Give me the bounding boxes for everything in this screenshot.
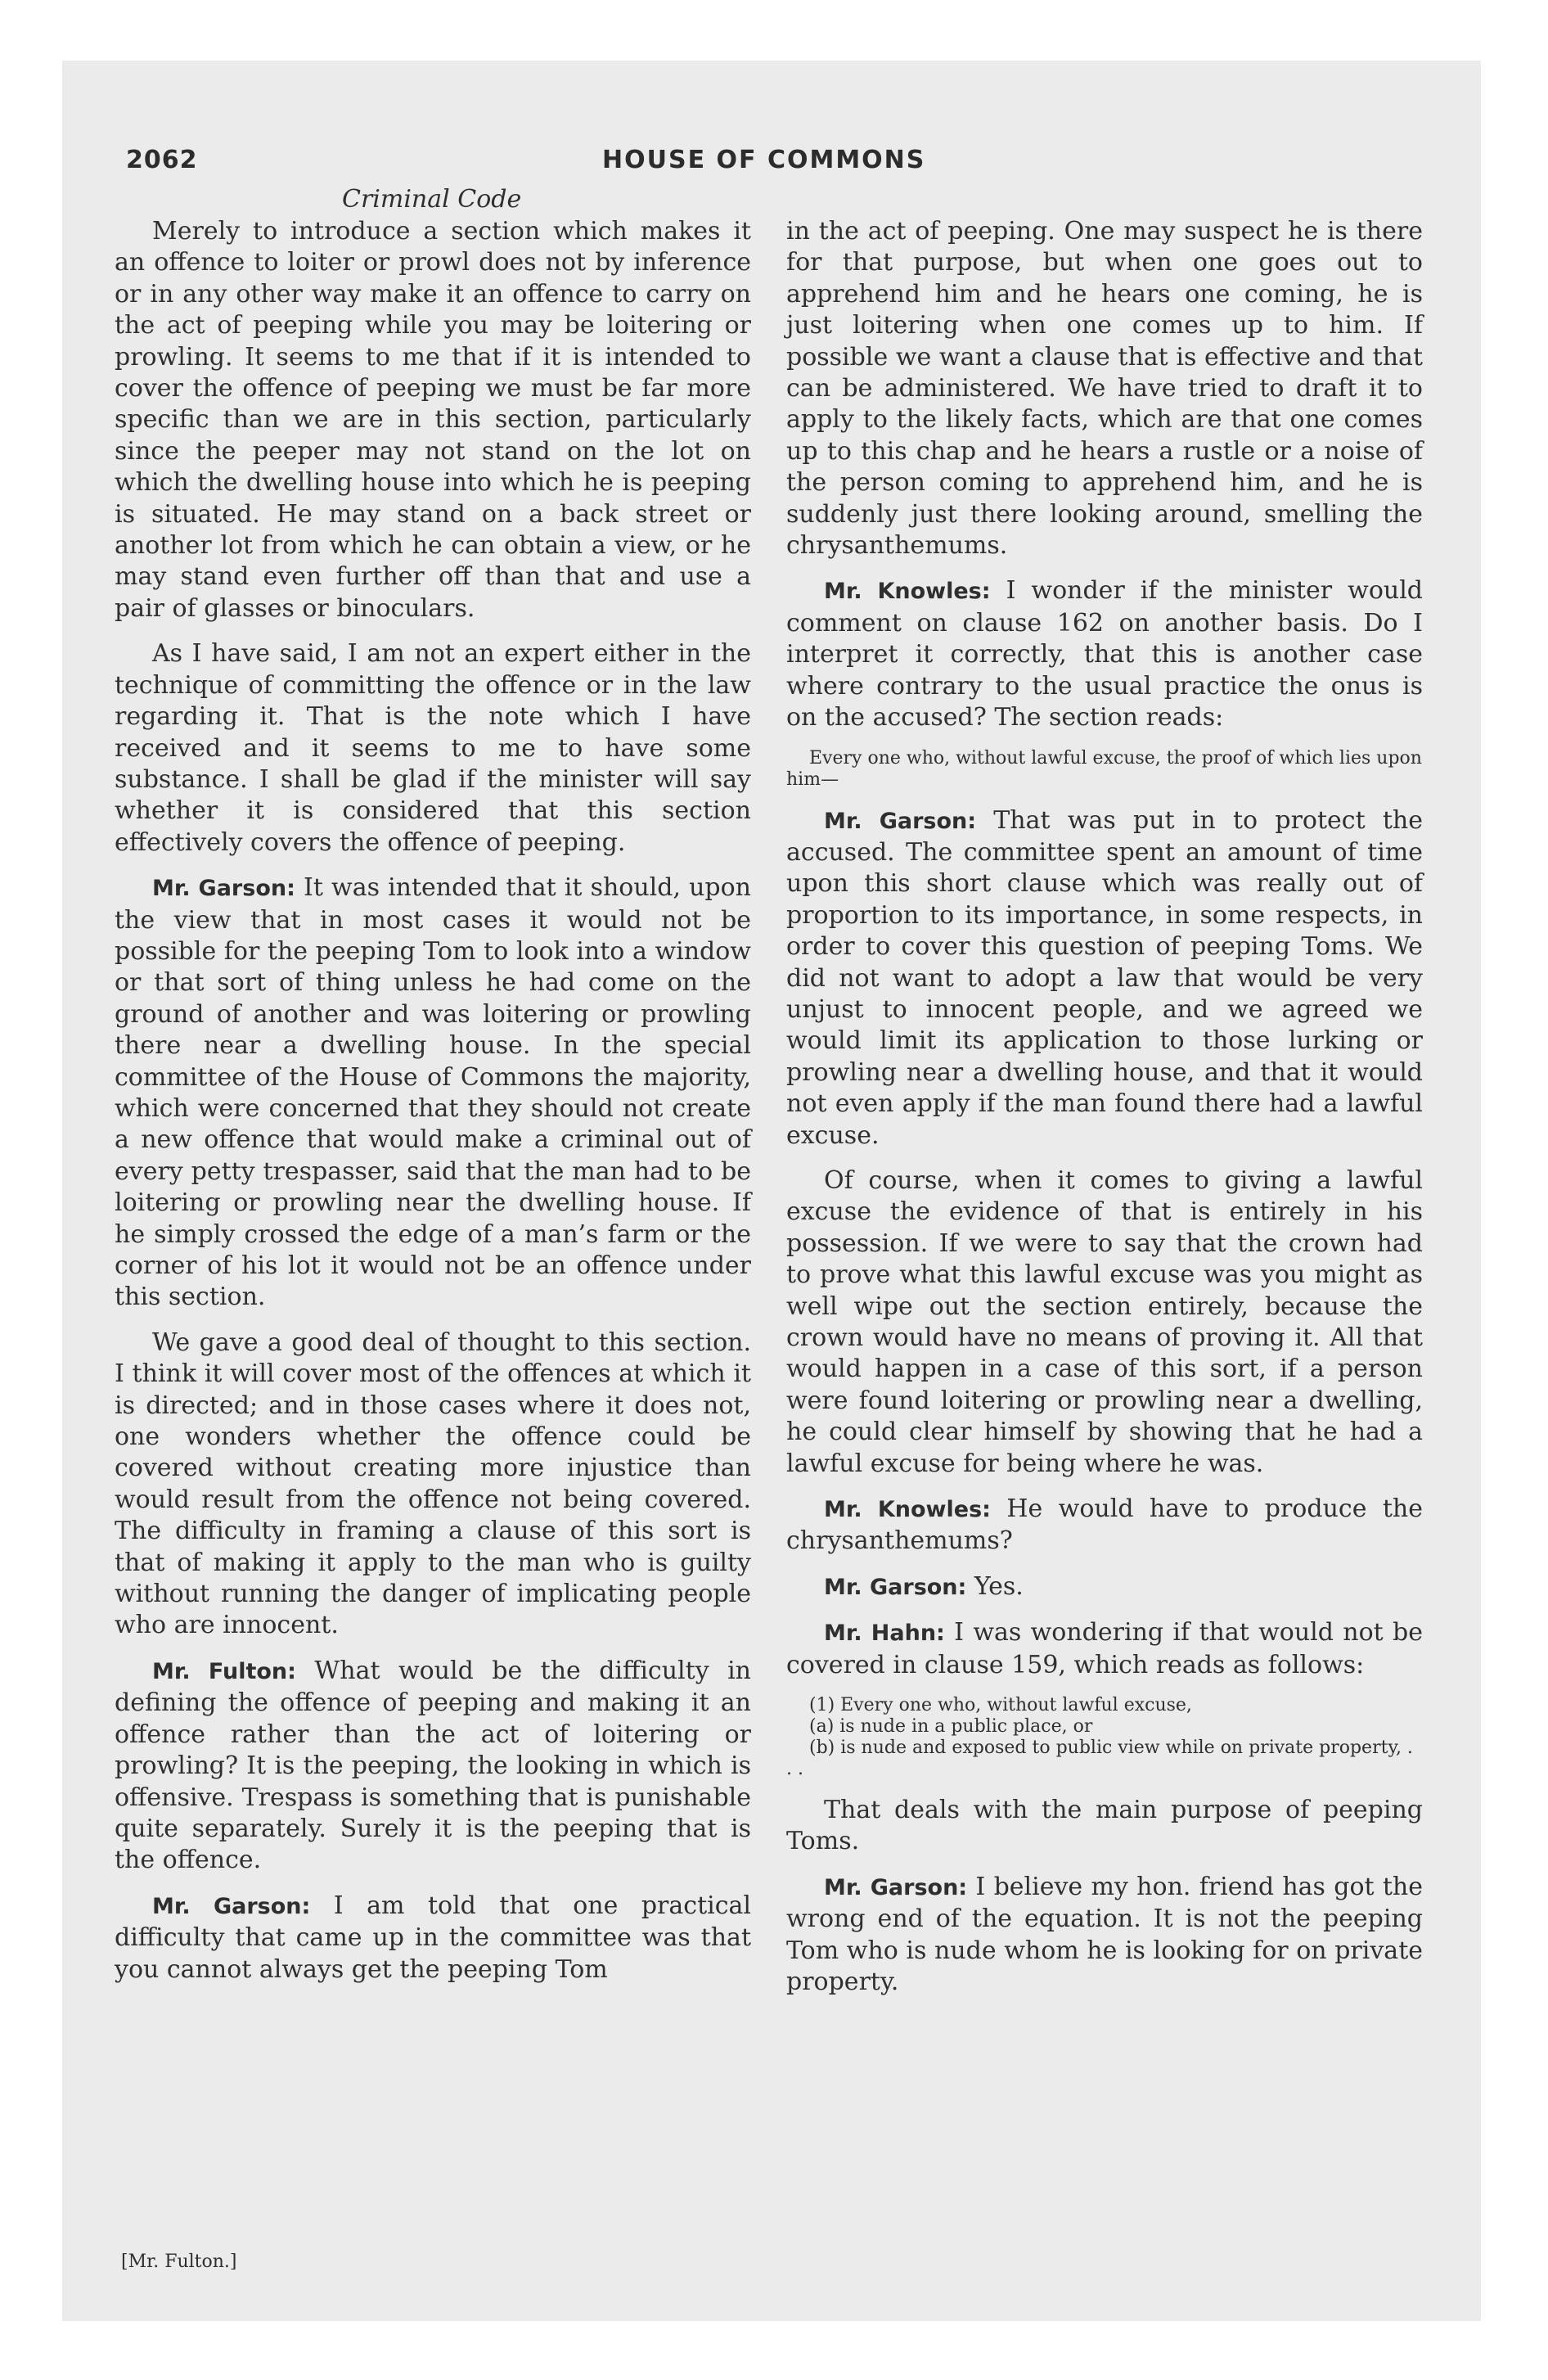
quote-line: (1) Every one who, without lawful excuse, — [809, 1695, 1192, 1716]
paragraph-text: I was wondering if that would not be covered in clause 159, which reads as follows: — [786, 1618, 1423, 1679]
speaker-name: Mr. Garson: — [824, 1574, 967, 1600]
footer-tag: [Mr. Fulton.] — [121, 2252, 237, 2272]
quote-line: (a) is nude in a public place, or — [809, 1716, 1093, 1738]
speech-paragraph — [115, 872, 751, 1314]
document-page — [62, 61, 1481, 2321]
speech-paragraph — [786, 575, 1423, 733]
paragraph — [115, 638, 751, 859]
paragraph-text: That deals with the main purpose of peeping Toms. — [786, 1796, 1423, 1856]
speech-paragraph — [115, 1891, 751, 1986]
speech-paragraph — [115, 1656, 751, 1877]
paragraph-text: He would have to produce the chrysanthemums? — [786, 1494, 1423, 1556]
paragraph — [786, 1795, 1423, 1858]
paragraph-text: in the act of peeping. One may suspect he is there for that purpose, but when one goes out to apprehend him and he hears one coming, he is just loitering when one comes up to him. If possible we want a clause that is effective and that can be administered. We have tried to draft it to apply to the likely facts, which are that one comes up to this chap and he hears a rustle or a noise of the person coming to apprehend him, and he is suddenly just there looking around, smelling the chrysanthemums. — [786, 217, 1423, 561]
quoted-clause — [786, 1695, 1423, 1780]
speech-paragraph — [786, 1494, 1423, 1557]
speech-paragraph — [786, 805, 1423, 1152]
paragraph-text: That was put in to protect the accused. The committee spent an amount of time upon this short clause which was really out of proportion to its importance, in some respects, in order to cover this question of peeping Toms. We did not want to adopt a law that would be very unjust to innocent people, and we agreed we would limit its application to those lurking or prowling near a dwelling house, and that it would not even apply if the man found there had a lawful excuse. — [786, 805, 1424, 1150]
speaker-name: Mr. Garson: — [152, 1893, 311, 1919]
paragraph — [115, 1327, 751, 1642]
paragraph-text: It was intended that it should, upon the view that in most cases it would not be possible for the peeping Tom to look into a window or that sort of thing unless he had come on the ground of another and was loitering or prowling there near a dwelling house. In the special committee of the House of Commons the majority, which were concerned that they should not create a new offence that would make a criminal out of every petty trespasser, said that the man had to be loitering or prowling near the dwelling house. If he simply crossed the edge of a man’s farm or the corner of his lot it would not be an offence under this section. — [115, 873, 752, 1312]
quote-line: (b) is nude and exposed to public view while on private property, . . . — [786, 1738, 1413, 1780]
page-sheet — [62, 61, 1481, 2321]
quote-line: Every one who, without lawful excuse, the proof of which lies upon him— — [786, 747, 1422, 790]
paragraph-text: I wonder if the minister would comment on clause 162 on another basis. Do I interpret it correctly, that this is another case where contrary to the usual practice the onus is on the accused? The section reads: — [786, 576, 1424, 732]
speaker-name: Mr. Fulton: — [152, 1658, 296, 1684]
speaker-name: Mr. Hahn: — [824, 1620, 945, 1647]
speaker-name: Mr. Knowles: — [824, 1497, 991, 1523]
paragraph-text: We gave a good deal of thought to this section. I think it will cover most of the offences at which it is directed; and in those cases where it does not, one wonders whether the offence could be covered without creating more injustice than would result from the offence not being covered. The difficulty in framing a clause of this sort is that of making it apply to the man who is guilty without running the danger of implicating people who are innocent. — [115, 1327, 751, 1640]
paragraph-text: Yes. — [974, 1571, 1024, 1601]
paragraph — [115, 216, 751, 624]
speaker-name: Mr. Knowles: — [824, 579, 991, 605]
speaker-name: Mr. Garson: — [152, 876, 295, 902]
page-number: 2062 — [126, 146, 198, 174]
paragraph-text: Merely to introduce a section which makes it an offence to loiter or prowl does not by inference or in any other way make it an offence to carry on the act of peeping while you may be loitering or prowling. It seems to me that if it is intended to cover the offence of peeping we must be far more specific than we are in this section, particularly since the peeper may not stand on the lot on which the dwelling house into which he is peeping is situated. He may stand on a back street or another lot from which he can obtain a view, or he may stand even further off than that and use a pair of glasses or binoculars. — [115, 217, 751, 623]
speech-paragraph — [786, 1617, 1423, 1681]
paragraph-text: I am told that one practical difficulty that came up in the committee was that you cannot always get the peeping Tom — [115, 1891, 751, 1984]
paragraph-text: As I have said, I am not an expert either in the technique of committing the offence or in the law regarding it. That is the note which I have received and it seems to me to have some substance. I shall be glad if the minister will say whether it is considered that this section effectively covers the offence of peeping. — [115, 639, 751, 857]
speaker-name: Mr. Garson: — [824, 808, 977, 834]
left-column — [115, 216, 751, 1999]
paragraph-text: What would be the difficulty in defining the offence of peeping and making it an offence rather than the act of loitering or prowling? It is the peeping, the looking in which is offensive. Trespass is something that is punishable quite separately. Surely it is the peeping that is the offence. — [115, 1656, 751, 1875]
running-title: HOUSE OF COMMONS — [602, 146, 926, 174]
paragraph — [786, 1165, 1423, 1480]
paragraph-text: I believe my hon. friend has got the wrong end of the equation. It is not the peeping Tom who is nude whom he is looking for on private property. — [786, 1872, 1424, 1997]
quoted-clause — [786, 748, 1423, 791]
speaker-name: Mr. Garson: — [824, 1874, 968, 1900]
paragraph-continued — [786, 216, 1423, 561]
speech-paragraph — [786, 1872, 1423, 1999]
speech-paragraph — [786, 1571, 1423, 1603]
section-subtitle: Criminal Code — [342, 185, 522, 214]
paragraph-text: Of course, when it comes to giving a lawful excuse the evidence of that is entirely in his possession. If we were to say that the crown had to prove what this lawful excuse was you might as well wipe out the section entirely, because the crown would have no means of proving it. All that would happen in a case of this sort, if a person were found loitering or prowling near a dwelling, he could clear himself by showing that he had a lawful excuse for being where he was. — [786, 1165, 1423, 1478]
right-column — [786, 216, 1423, 2013]
